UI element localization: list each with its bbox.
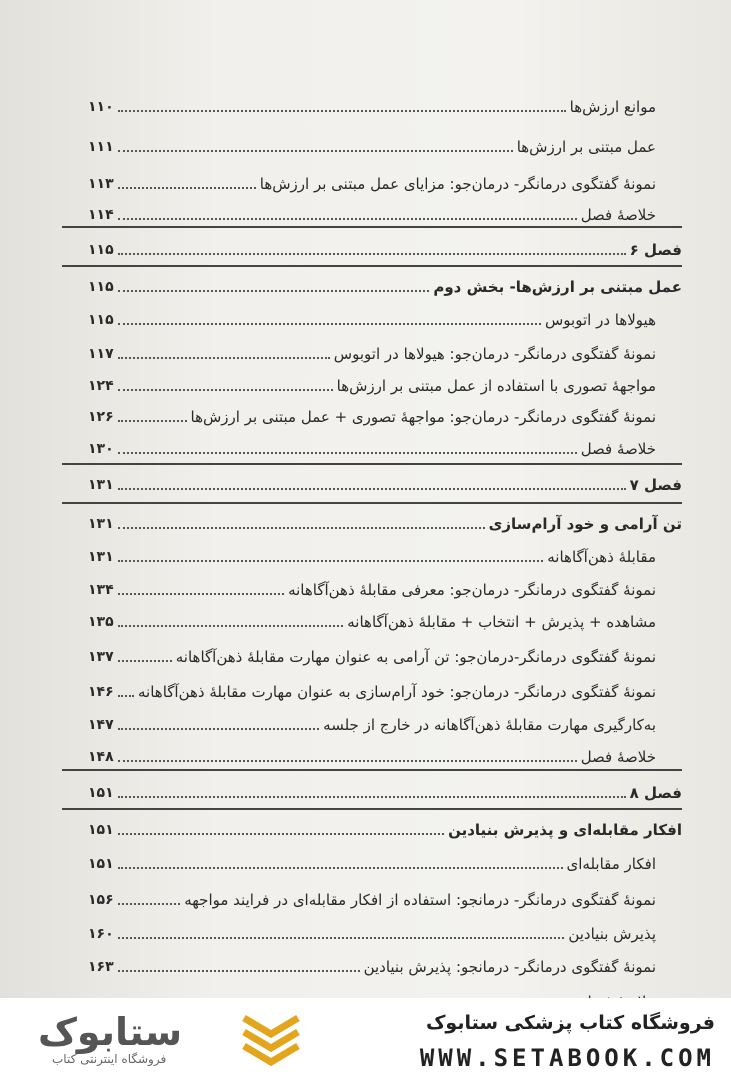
toc-page-number: ۱۵۱ [88, 785, 114, 801]
toc-entry-title: تن آرامی و خود آرام‌سازی [488, 515, 682, 533]
chapter-divider [62, 265, 682, 267]
toc-entry-title: افکار مقابله‌ای و پذیرش بنیادین [448, 821, 682, 839]
toc-page-number: ۱۱۵ [88, 312, 114, 328]
dot-leader [118, 937, 565, 939]
toc-entry-row [88, 135, 656, 157]
toc-page-number: ۱۱۵ [88, 242, 114, 258]
toc-entry-title: پذیرش بنیادین [568, 925, 656, 943]
toc-entry-title: افکار مقابله‌ای [566, 855, 656, 873]
dot-leader [118, 420, 187, 422]
toc-entry-title: نمونهٔ گفتگوی درمانگر- درمان‌جو: معرفی مقابلهٔ ذهن‌آگاهانه [288, 581, 656, 599]
toc-entry-row [88, 342, 656, 364]
toc-page-number: ۱۲۴ [88, 378, 114, 394]
toc-entry-row [88, 437, 656, 459]
toc-page-number: ۱۶۰ [88, 926, 114, 942]
toc-entry-row [88, 172, 656, 194]
toc-entry-title: فصل ۶ [629, 241, 682, 259]
toc-entry-title: نمونهٔ گفتگوی درمانگر-درمان‌جو: تن آرامی به عنوان مهارت مقابلهٔ ذهن‌آگاهانه [175, 648, 656, 666]
toc-page-number: ۱۱۳ [88, 176, 114, 192]
toc-page-number: ۱۳۰ [88, 441, 114, 457]
dot-leader [118, 389, 333, 391]
chapter-divider [62, 808, 682, 810]
toc-page-number: ۱۵۱ [88, 856, 114, 872]
dot-leader [118, 593, 284, 595]
toc-page-number: ۱۳۴ [88, 582, 114, 598]
toc-entry-title: فصل ۸ [629, 784, 682, 802]
dot-leader [118, 110, 566, 112]
toc-page-number: ۱۱۱ [88, 139, 114, 155]
toc-entry-row [88, 955, 656, 977]
store-url[interactable]: WWW.SETABOOK.COM [419, 1044, 715, 1072]
toc-page-number: ۱۱۷ [88, 346, 114, 362]
dot-leader [118, 527, 485, 529]
toc-entry-row [88, 645, 656, 667]
toc-entry-title: موانع ارزش‌ها [569, 98, 656, 116]
toc-entry-title: نمونهٔ گفتگوی درمانگر- درمانجو: استفاده از افکار مقابله‌ای در فرایند مواجهه [184, 891, 656, 909]
toc-entry-title: فصل ۷ [629, 476, 682, 494]
toc-entry-row [88, 578, 656, 600]
dot-leader [118, 357, 330, 359]
toc-entry-row [88, 888, 656, 910]
toc-page-number: ۱۴۶ [88, 684, 114, 700]
dot-leader [118, 452, 577, 454]
toc-page-number: ۱۱۰ [88, 99, 114, 115]
dot-leader [118, 560, 544, 562]
toc-entry-row [88, 852, 656, 874]
toc-entry-title: عمل مبتنی بر ارزش‌ها- بخش دوم [433, 278, 682, 296]
toc-entry-title: نمونهٔ گفتگوی درمانگر- درمان‌جو: خود آرام‌سازی به عنوان مهارت مقابلهٔ ذهن‌آگاهانه [138, 683, 656, 701]
toc-entry-row [88, 713, 656, 735]
dot-leader [118, 218, 577, 220]
toc-page-number: ۱۳۱ [88, 477, 114, 493]
chapter-divider [62, 502, 682, 504]
toc-page-number: ۱۴۸ [88, 749, 114, 765]
dot-leader [118, 903, 181, 905]
toc-page-number: ۱۱۵ [88, 279, 114, 295]
toc-entry-title: مواجههٔ تصوری با استفاده از عمل مبتنی بر ارزش‌ها [336, 377, 656, 395]
toc-entry-row [88, 308, 656, 330]
toc-page-number: ۱۳۱ [88, 549, 114, 565]
toc-entry-row [88, 374, 656, 396]
toc-entry-title: هیولاها در اتوبوس [544, 311, 656, 329]
toc-entry-title: خلاصهٔ فصل [580, 440, 656, 458]
dot-leader [118, 253, 626, 255]
dot-leader [118, 760, 577, 762]
toc-entry-title: نمونهٔ گفتگوی درمانگر- درمان‌جو: مواجههٔ تصوری + عمل مبتنی بر ارزش‌ها [190, 408, 656, 426]
chapter-divider [62, 226, 682, 228]
toc-page-number: ۱۲۶ [88, 409, 114, 425]
toc-page-number: ۱۳۱ [88, 516, 114, 532]
toc-page-number: ۱۶۳ [88, 959, 114, 975]
toc-entry-row [88, 95, 656, 117]
toc-entry-title: خلاصهٔ فصل [580, 206, 656, 224]
toc-entry-title: نمونهٔ گفتگوی درمانگر- درمان‌جو: مزایای عمل مبتنی بر ارزش‌ها [259, 175, 656, 193]
toc-entry-row [88, 745, 656, 767]
toc-page-number: ۱۵۱ [88, 822, 114, 838]
toc-heading-row [88, 512, 682, 534]
toc-entry-title: مقابلهٔ ذهن‌آگاهانه [547, 548, 656, 566]
dot-leader [118, 695, 134, 697]
toc-chapter-row [88, 238, 682, 260]
toc-entry-row [88, 922, 656, 944]
toc-entry-row [88, 203, 656, 225]
store-name: فروشگاه کتاب پزشکی ستابوک [425, 1012, 715, 1034]
dot-leader [118, 625, 344, 627]
toc-entry-title: مشاهده + پذیرش + انتخاب + مقابلهٔ ذهن‌آگاهانه [347, 613, 656, 631]
toc-entry-title: نمونهٔ گفتگوی درمانگر- درمان‌جو: هیولاها در اتوبوس [333, 345, 656, 363]
dot-leader [118, 323, 541, 325]
dot-leader [118, 187, 256, 189]
toc-page-number: ۱۵۶ [88, 892, 114, 908]
toc-heading-row [88, 275, 682, 297]
store-footer [0, 998, 731, 1080]
toc-entry-title: خلاصهٔ فصل [580, 748, 656, 766]
toc-entry-row [88, 680, 656, 702]
dot-leader [118, 796, 626, 798]
chapter-divider [62, 769, 682, 771]
toc-page-number: ۱۴۷ [88, 717, 114, 733]
chapter-divider [62, 463, 682, 465]
chevron-logo-icon [240, 1012, 302, 1070]
toc-entry-row [88, 405, 656, 427]
toc-page-number: ۱۳۷ [88, 649, 114, 665]
dot-leader [118, 660, 172, 662]
logo-tagline: فروشگاه اینترنتی کتاب [52, 1052, 167, 1066]
toc-heading-row [88, 818, 682, 840]
toc-entry-title: نمونهٔ گفتگوی درمانگر- درمانجو: پذیرش بنیادین [363, 958, 656, 976]
logo-wordmark: ستابوک [38, 1010, 183, 1054]
toc-entry-title: به‌کارگیری مهارت مقابلهٔ ذهن‌آگاهانه در خارج از جلسه [323, 716, 656, 734]
dot-leader [118, 833, 444, 835]
toc-chapter-row [88, 473, 682, 495]
dot-leader [118, 290, 430, 292]
dot-leader [118, 970, 360, 972]
toc-entry-row [88, 545, 656, 567]
dot-leader [118, 728, 320, 730]
dot-leader [118, 150, 513, 152]
toc-chapter-row [88, 781, 682, 803]
toc-page-number: ۱۳۵ [88, 614, 114, 630]
toc-page-number: ۱۱۴ [88, 207, 114, 223]
dot-leader [118, 867, 563, 869]
toc-entry-title: عمل مبتنی بر ارزش‌ها [516, 138, 656, 156]
dot-leader [118, 488, 626, 490]
store-logo[interactable] [20, 1008, 320, 1072]
toc-entry-row [88, 610, 656, 632]
